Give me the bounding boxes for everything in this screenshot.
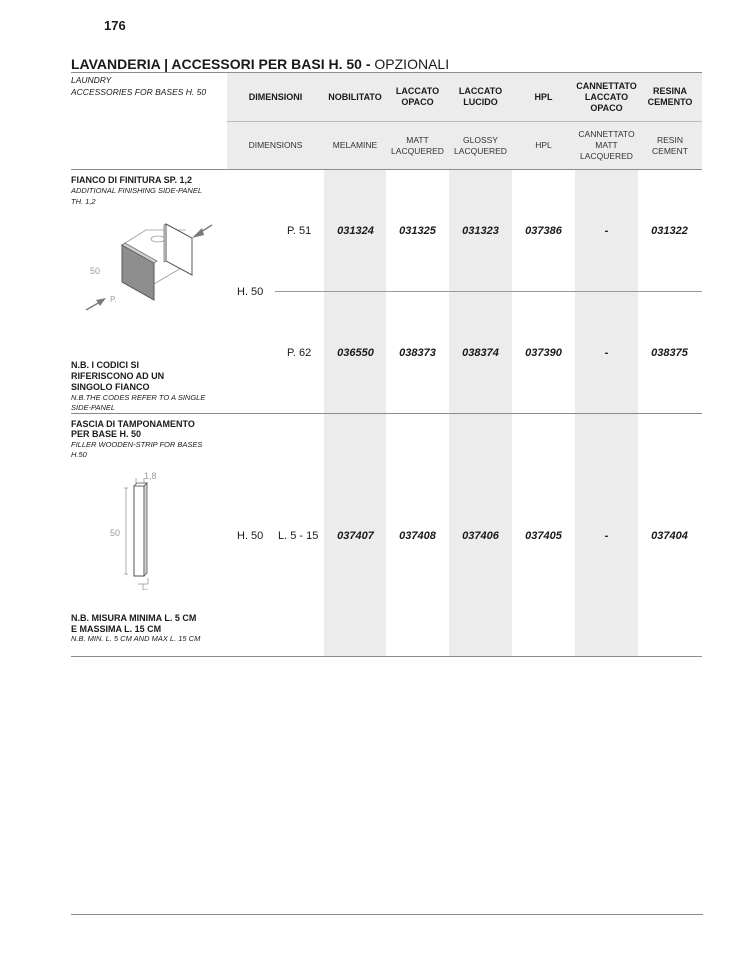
- filler-thickness-label: 1,8: [144, 471, 157, 481]
- col-sub-melamine: MELAMINE: [332, 140, 378, 150]
- code-cell: 031325: [399, 225, 436, 237]
- code-cell: 038374: [462, 347, 499, 359]
- section2-subtitle-1: FILLER WOODEN-STRIP FOR BASES: [71, 440, 203, 449]
- col-sub-cannettato: CANNETTATO MATT LACQUERED: [578, 129, 635, 161]
- section2-note-1: N.B. MISURA MINIMA L. 5 CM: [71, 613, 197, 623]
- code-cell: 031322: [651, 225, 688, 237]
- code-cell: 036550: [337, 347, 374, 359]
- side-panel-right-shape: [166, 224, 192, 275]
- col-sub-dimensions: DIMENSIONS: [248, 140, 303, 150]
- col-header-matt: LACCATO OPACO: [395, 86, 440, 107]
- section2-title-2: PER BASE H. 50: [71, 429, 142, 439]
- col-header-cannettato: CANNETTATO LACCATO OPACO: [576, 80, 637, 113]
- section2-height: H. 50: [237, 530, 264, 542]
- section2-note-2: E MASSIMA L. 15 CM: [71, 624, 162, 634]
- section1-note-2: RIFERISCONO AD UN: [71, 371, 165, 381]
- section1-row2-dim: P. 62: [287, 347, 312, 359]
- code-cell: 038375: [651, 347, 688, 359]
- code-cell: 037404: [651, 530, 688, 542]
- col-sub-matt: MATT LACQUERED: [391, 134, 444, 156]
- side-panel-height-label: 50: [90, 266, 101, 276]
- code-cell: -: [604, 347, 609, 359]
- code-cell: 037408: [399, 530, 436, 542]
- code-cell: 037407: [337, 530, 374, 542]
- filler-height-label: 50: [110, 528, 121, 538]
- code-cell: 031323: [462, 225, 499, 237]
- page-title-suffix: OPZIONALI: [374, 56, 450, 72]
- col-header-dimensions: DIMENSIONI: [248, 91, 303, 102]
- section1-height: H. 50: [237, 286, 264, 298]
- row-divider: [275, 291, 702, 292]
- code-cell: 031324: [337, 225, 374, 237]
- section1-subtitle-2: TH. 1,2: [71, 197, 96, 206]
- section1-note-3: SINGOLO FIANCO: [71, 382, 150, 392]
- table-bottom-rule: [71, 656, 702, 657]
- col-header-glossy: LACCATO LUCIDO: [458, 86, 503, 107]
- section2-title-1: FASCIA DI TAMPONAMENTO: [71, 419, 195, 429]
- code-cell: 037390: [525, 347, 562, 359]
- page-title: [71, 56, 449, 72]
- section1-note-en-2: SIDE-PANEL: [71, 403, 116, 412]
- section1-note-en-1: N.B.THE CODES REFER TO A SINGLE: [71, 393, 206, 402]
- filler-strip-drawing: [104, 466, 174, 594]
- col-header-resin: RESINA CEMENTO: [647, 86, 693, 107]
- section1-subtitle-1: ADDITIONAL FINISHING SIDE-PANEL: [71, 186, 202, 195]
- filler-length-label: L.: [142, 583, 149, 592]
- code-cell: 037405: [525, 530, 562, 542]
- col-header-hpl: HPL: [534, 91, 553, 102]
- side-panel-depth-label: P.: [110, 295, 117, 304]
- col-sub-resin: RESIN CEMENT: [652, 134, 688, 156]
- section2-row-dim: L. 5 - 15: [278, 530, 319, 542]
- col-sub-glossy: GLOSSY LACQUERED: [454, 134, 507, 156]
- filler-strip-shape: [134, 486, 144, 576]
- col-header-melamine: NOBILITATO: [328, 91, 382, 102]
- section1-note-1: N.B. I CODICI SI: [71, 360, 140, 370]
- section1-row1-dim: P. 51: [287, 225, 312, 237]
- section-rule: [71, 413, 702, 414]
- header-bottom-rule: [71, 169, 702, 170]
- code-cell: -: [604, 225, 609, 237]
- col-sub-hpl: HPL: [535, 140, 552, 150]
- side-panel-drawing: [78, 214, 223, 314]
- page-title-main: LAVANDERIA | ACCESSORI PER BASI H. 50 -: [71, 56, 375, 72]
- page-number: 176: [104, 18, 126, 33]
- code-cell: 037386: [525, 225, 562, 237]
- section2-note-en: N.B. MIN. L. 5 CM AND MAX L. 15 CM: [71, 634, 201, 643]
- code-cell: 038373: [399, 347, 436, 359]
- subtitle-line-1: LAUNDRY: [71, 75, 112, 85]
- code-cell: 037406: [462, 530, 499, 542]
- section1-title: FIANCO DI FINITURA SP. 1,2: [71, 175, 193, 185]
- subtitle-line-2: ACCESSORIES FOR BASES H. 50: [71, 87, 207, 97]
- code-cell: -: [604, 530, 609, 542]
- section2-subtitle-2: H.50: [71, 450, 87, 459]
- footer-rule: [71, 914, 703, 915]
